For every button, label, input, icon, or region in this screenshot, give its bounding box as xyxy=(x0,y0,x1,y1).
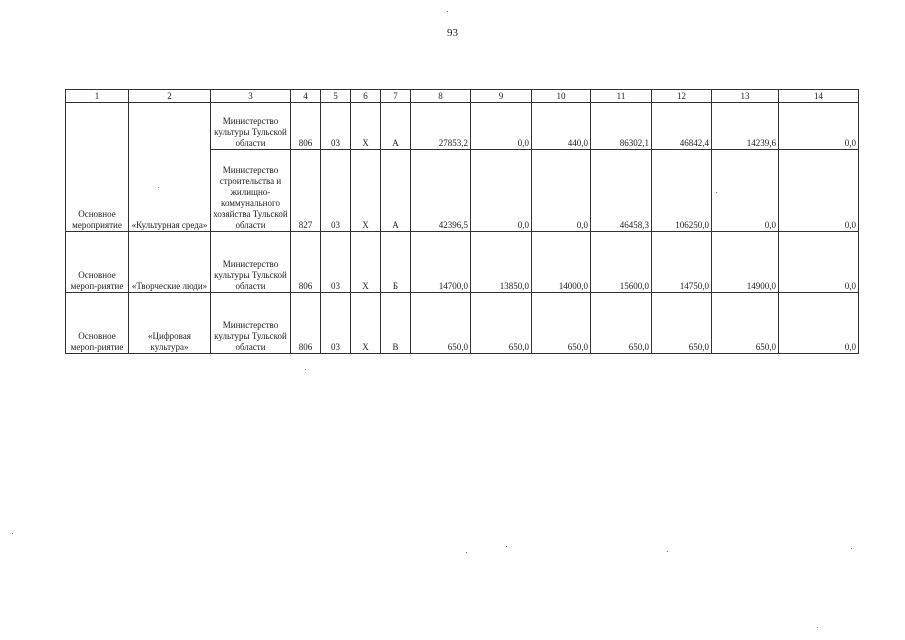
value-cell: Х xyxy=(351,232,381,293)
value-cell: 14239,6 xyxy=(712,103,779,150)
value-cell: 0,0 xyxy=(779,293,859,354)
value-cell: 0,0 xyxy=(532,150,591,232)
value-cell: В xyxy=(381,293,411,354)
value-cell: 14700,0 xyxy=(411,232,471,293)
column-header: 14 xyxy=(779,90,859,103)
page-number: 93 xyxy=(447,27,458,39)
value-cell: 0,0 xyxy=(471,150,532,232)
event-type-cell: Основное мероприятие xyxy=(66,103,129,232)
value-cell: 0,0 xyxy=(779,103,859,150)
scan-speck xyxy=(158,187,159,188)
value-cell: 03 xyxy=(321,103,351,150)
executor-cell: Министерство культуры Тульской области xyxy=(211,232,291,293)
column-header: 8 xyxy=(411,90,471,103)
event-name-cell: «Цифровая культура» xyxy=(129,293,211,354)
column-header: 5 xyxy=(321,90,351,103)
value-cell: 650,0 xyxy=(652,293,712,354)
column-header: 6 xyxy=(351,90,381,103)
column-header: 1 xyxy=(66,90,129,103)
value-cell: 0,0 xyxy=(712,150,779,232)
header-row xyxy=(66,90,859,103)
event-name-cell: «Творческие люди» xyxy=(129,232,211,293)
value-cell: Х xyxy=(351,150,381,232)
scan-speck xyxy=(851,548,852,549)
scan-speck xyxy=(667,551,668,552)
value-cell: 0,0 xyxy=(471,103,532,150)
value-cell: 650,0 xyxy=(712,293,779,354)
scan-speck xyxy=(12,533,13,534)
value-cell: 806 xyxy=(291,293,321,354)
value-cell: 42396,5 xyxy=(411,150,471,232)
column-header: 7 xyxy=(381,90,411,103)
executor-cell: Министерство культуры Тульской области xyxy=(211,293,291,354)
column-header: 4 xyxy=(291,90,321,103)
value-cell: 806 xyxy=(291,232,321,293)
event-type-cell: Основное мероп-риятие xyxy=(66,232,129,293)
scan-speck xyxy=(716,192,717,193)
column-header: 12 xyxy=(652,90,712,103)
table-row xyxy=(66,103,859,150)
value-cell: 46842,4 xyxy=(652,103,712,150)
executor-cell: Министерство строительства и жилищно-коммунального хозяйства Тульской области xyxy=(211,150,291,232)
column-header: 9 xyxy=(471,90,532,103)
value-cell: 0,0 xyxy=(779,150,859,232)
value-cell: Х xyxy=(351,293,381,354)
value-cell: 86302,1 xyxy=(591,103,652,150)
value-cell: 440,0 xyxy=(532,103,591,150)
column-header: 10 xyxy=(532,90,591,103)
scan-speck xyxy=(305,369,306,370)
value-cell: 650,0 xyxy=(591,293,652,354)
value-cell: Б xyxy=(381,232,411,293)
column-header: 3 xyxy=(211,90,291,103)
table-row xyxy=(66,293,859,354)
scan-speck xyxy=(466,552,467,553)
value-cell: 14750,0 xyxy=(652,232,712,293)
event-type-cell: Основное мероп-риятие xyxy=(66,293,129,354)
value-cell: Х xyxy=(351,103,381,150)
value-cell: А xyxy=(381,103,411,150)
value-cell: 03 xyxy=(321,293,351,354)
column-header: 11 xyxy=(591,90,652,103)
event-name-cell: «Культурная среда» xyxy=(129,103,211,232)
scan-speck xyxy=(817,627,818,628)
value-cell: 03 xyxy=(321,232,351,293)
value-cell: 46458,3 xyxy=(591,150,652,232)
value-cell: 14000,0 xyxy=(532,232,591,293)
value-cell: 827 xyxy=(291,150,321,232)
column-header: 2 xyxy=(129,90,211,103)
table-row xyxy=(66,232,859,293)
value-cell: 14900,0 xyxy=(712,232,779,293)
column-header: 13 xyxy=(712,90,779,103)
scan-speck xyxy=(506,546,507,547)
value-cell: 650,0 xyxy=(471,293,532,354)
value-cell: 650,0 xyxy=(411,293,471,354)
executor-cell: Министерство культуры Тульской области xyxy=(211,103,291,150)
budget-table xyxy=(65,89,859,354)
value-cell: 13850,0 xyxy=(471,232,532,293)
value-cell: 106250,0 xyxy=(652,150,712,232)
value-cell: 806 xyxy=(291,103,321,150)
value-cell: 27853,2 xyxy=(411,103,471,150)
value-cell: 03 xyxy=(321,150,351,232)
value-cell: 0,0 xyxy=(779,232,859,293)
value-cell: 650,0 xyxy=(532,293,591,354)
value-cell: 15600,0 xyxy=(591,232,652,293)
scan-speck xyxy=(447,11,448,12)
value-cell: А xyxy=(381,150,411,232)
